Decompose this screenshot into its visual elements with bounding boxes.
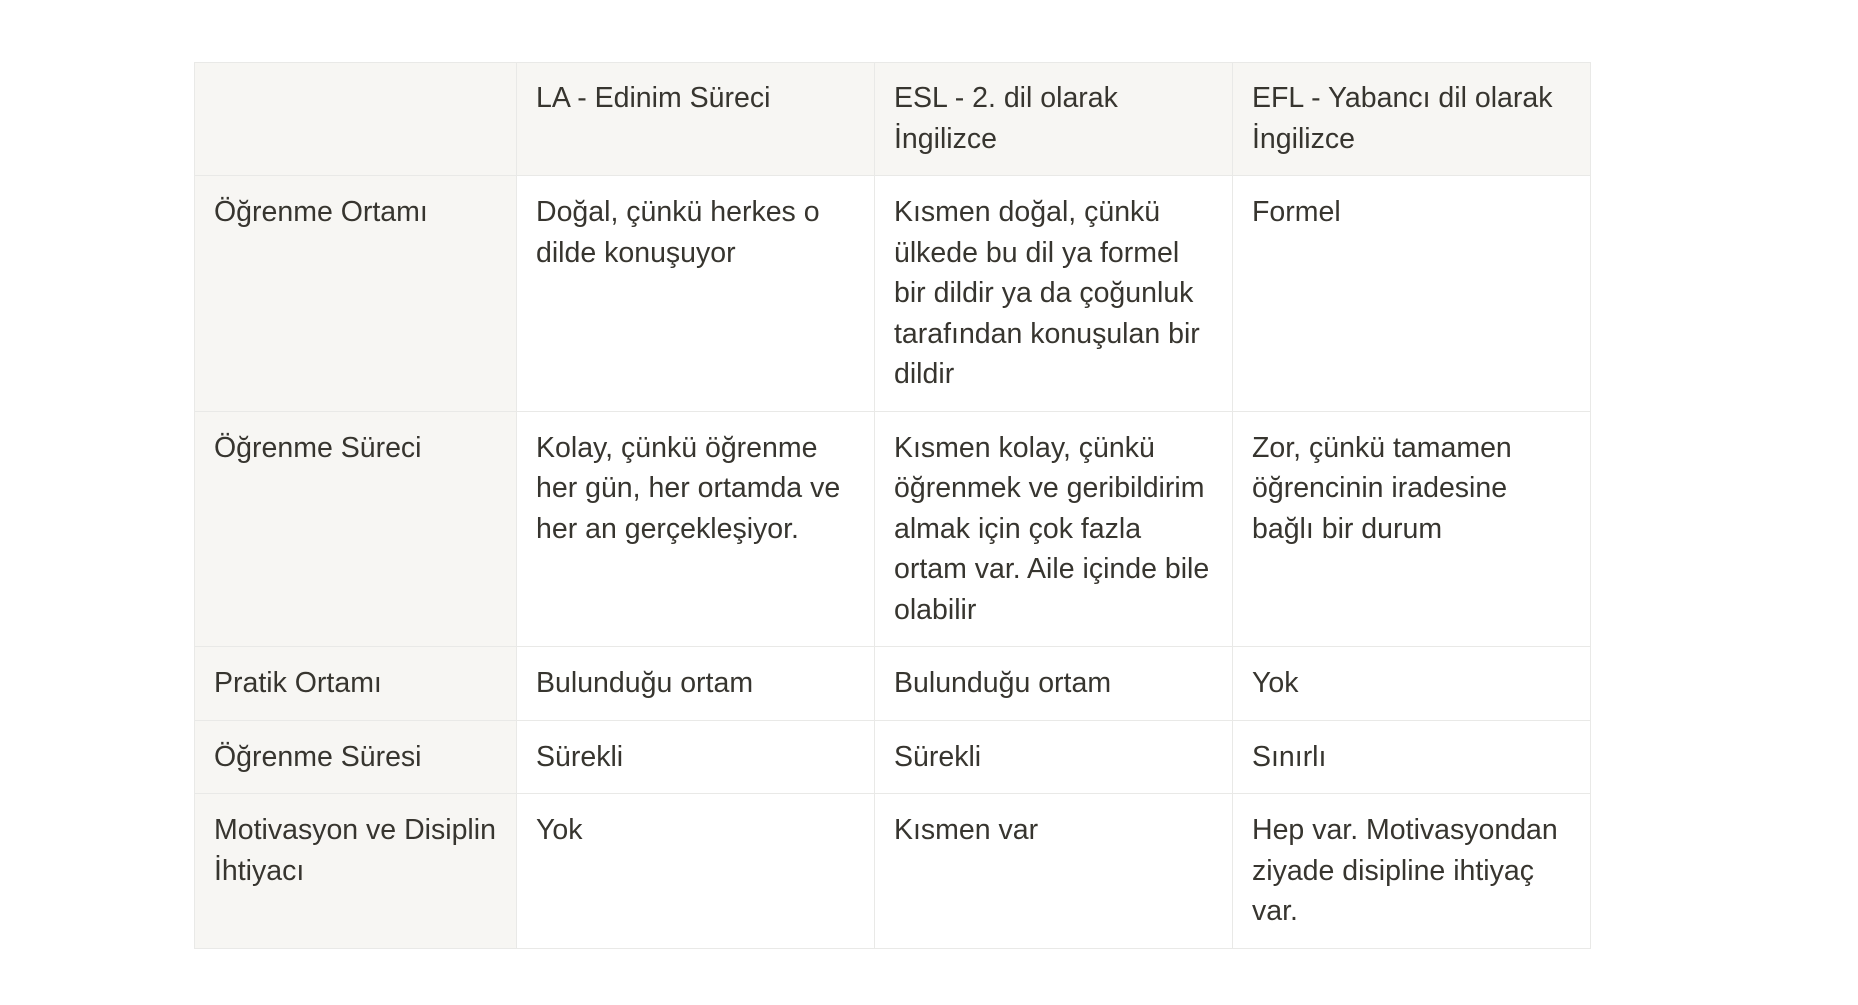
header-row xyxy=(195,63,1591,176)
comparison-table-container xyxy=(194,62,1591,949)
table-row xyxy=(195,794,1591,949)
row-label-motivasyon-disiplin: Motivasyon ve Disiplin İhtiyacı xyxy=(195,794,517,949)
table-cell: Hep var. Motivasyondan ziyade disipline ihtiyaç var. xyxy=(1233,794,1591,949)
table-header xyxy=(195,63,1591,176)
table-cell: Bulunduğu ortam xyxy=(875,647,1233,721)
table-cell: Bulunduğu ortam xyxy=(517,647,875,721)
table-cell: Sürekli xyxy=(517,720,875,794)
table-cell: Zor, çünkü tamamen öğrencinin iradesine bağlı bir durum xyxy=(1233,411,1591,647)
table-cell: Doğal, çünkü herkes o dilde konuşuyor xyxy=(517,176,875,412)
table-row xyxy=(195,720,1591,794)
table-row xyxy=(195,176,1591,412)
table-body xyxy=(195,176,1591,949)
table-cell: Formel xyxy=(1233,176,1591,412)
header-cell-efl: EFL - Yabancı dil olarak İngilizce xyxy=(1233,63,1591,176)
table-cell: Kısmen kolay, çünkü öğrenmek ve geribildirim almak için çok fazla ortam var. Aile içinde bile olabilir xyxy=(875,411,1233,647)
row-label-ogrenme-suresi: Öğrenme Süresi xyxy=(195,720,517,794)
header-cell-empty xyxy=(195,63,517,176)
table-cell: Kısmen var xyxy=(875,794,1233,949)
comparison-table xyxy=(194,62,1591,949)
table-cell: Yok xyxy=(1233,647,1591,721)
table-cell: Sınırlı xyxy=(1233,720,1591,794)
table-cell: Sürekli xyxy=(875,720,1233,794)
row-label-pratik-ortami: Pratik Ortamı xyxy=(195,647,517,721)
table-cell: Kısmen doğal, çünkü ülkede bu dil ya formel bir dildir ya da çoğunluk tarafından konuşulan bir dildir xyxy=(875,176,1233,412)
row-label-ogrenme-ortami: Öğrenme Ortamı xyxy=(195,176,517,412)
row-label-ogrenme-sureci: Öğrenme Süreci xyxy=(195,411,517,647)
header-cell-la: LA - Edinim Süreci xyxy=(517,63,875,176)
table-row xyxy=(195,411,1591,647)
table-row xyxy=(195,647,1591,721)
header-cell-esl: ESL - 2. dil olarak İngilizce xyxy=(875,63,1233,176)
table-cell: Kolay, çünkü öğrenme her gün, her ortamda ve her an gerçekleşiyor. xyxy=(517,411,875,647)
table-cell: Yok xyxy=(517,794,875,949)
